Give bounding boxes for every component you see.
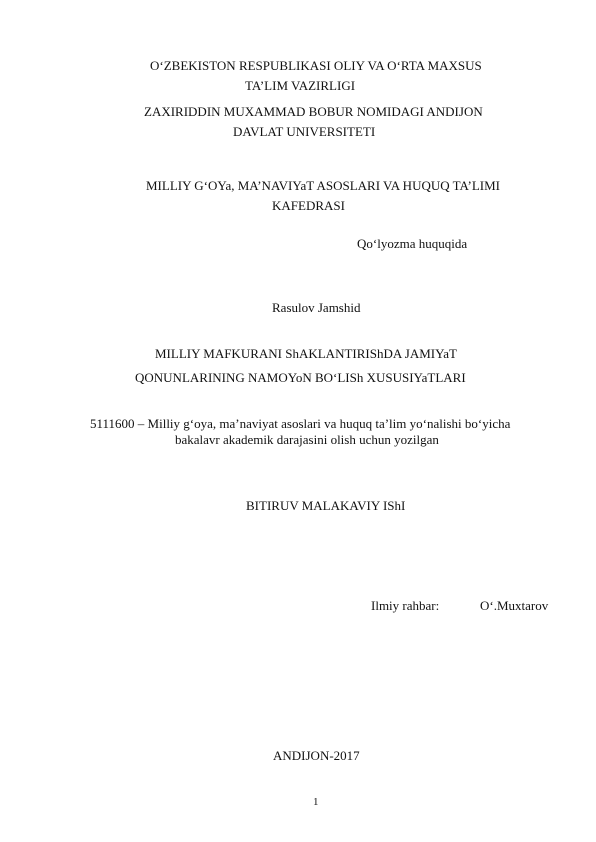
thesis-title-line-2: QONUNLARINING NAMOYoN BO‘LISh XUSUSIYaTLARI bbox=[135, 370, 466, 385]
place-year: ANDIJON-2017 bbox=[273, 748, 360, 763]
university-line-1: ZAXIRIDDIN MUXAMMAD BOBUR NOMIDAGI ANDIJON bbox=[144, 104, 483, 119]
manuscript-note: Qo‘lyozma huquqida bbox=[357, 236, 468, 251]
thesis-title-line-1: MILLIY MAFKURANI ShAKLANTIRIShDA JAMIYaT bbox=[155, 346, 457, 361]
page-number: 1 bbox=[313, 796, 319, 808]
author-name: Rasulov Jamshid bbox=[272, 300, 361, 315]
purpose-line-2: bakalavr akademik darajasini olish uchun yozilgan bbox=[175, 432, 439, 447]
ministry-line-2: TA’LIM VAZIRLIGI bbox=[245, 78, 356, 93]
department-line-2: KAFEDRASI bbox=[272, 198, 345, 213]
university-line-2: DAVLAT UNIVERSITETI bbox=[233, 124, 376, 139]
ministry-line-1: O‘ZBEKISTON RESPUBLIKASI OLIY VA O‘RTA MAXSUS bbox=[150, 58, 482, 73]
supervisor-label: Ilmiy rahbar: bbox=[371, 598, 440, 613]
purpose-line-1: 5111600 – Milliy g‘oya, ma’naviyat asoslari va huquq ta’lim yo‘nalishi bo‘yicha bbox=[90, 416, 511, 431]
work-type: BITIRUV MALAKAVIY IShI bbox=[246, 498, 406, 513]
supervisor-name: O‘.Muxtarov bbox=[480, 598, 549, 613]
department-line-1: MILLIY G‘OYa, MA’NAVIYaT ASOSLARI VA HUQUQ TA’LIMI bbox=[146, 178, 500, 193]
